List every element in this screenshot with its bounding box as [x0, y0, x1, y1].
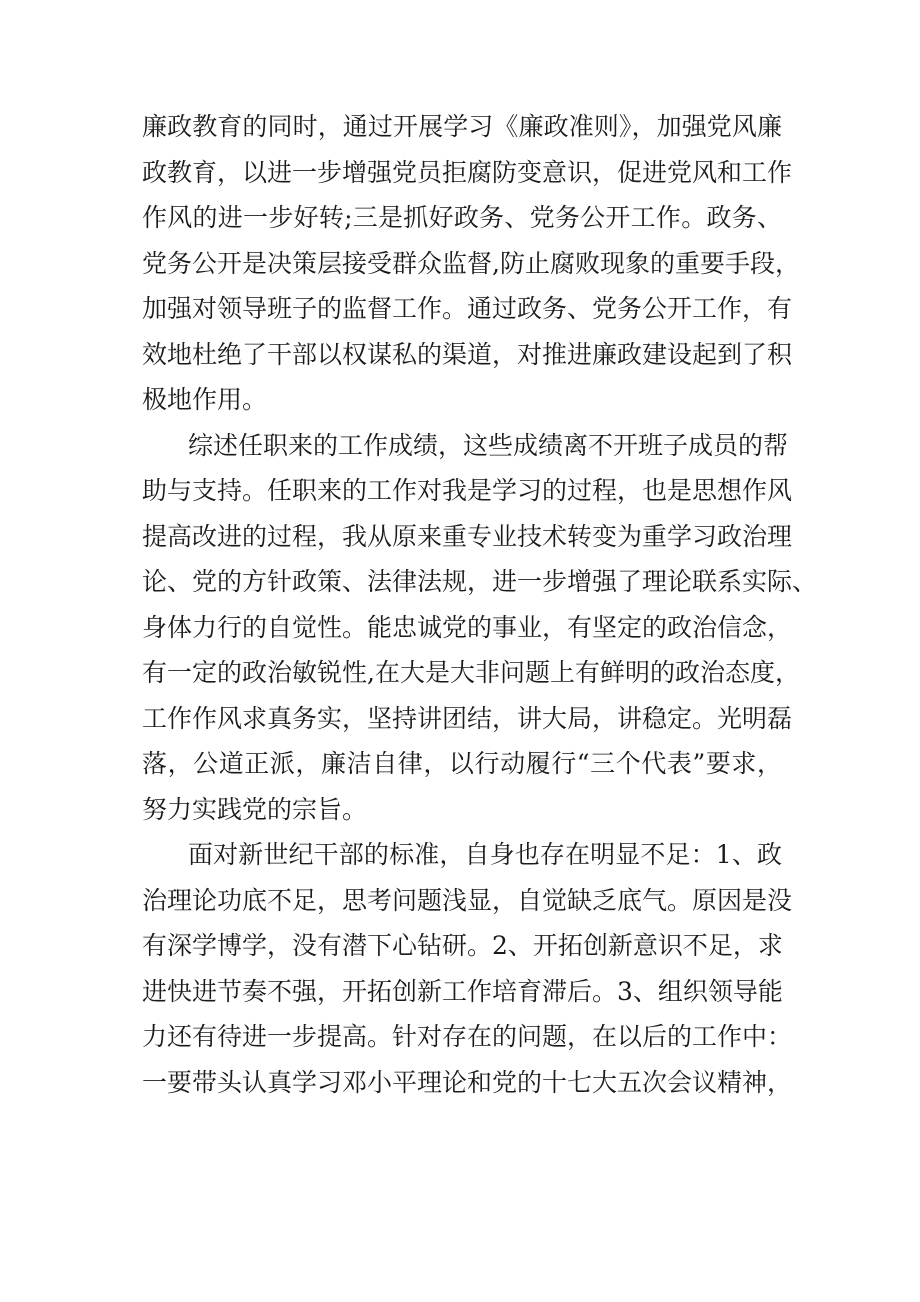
text-line: 论、党的方针政策、法律法规，进一步增强了理论联系实际、	[142, 567, 818, 596]
text-line: 有深学博学，没有潜下心钻研。2、开拓创新意识不足，求	[142, 931, 783, 960]
text-line: 落，公道正派，廉洁自律，以行动履行“三个代表”要求，	[142, 749, 782, 778]
text-line: 廉政教育的同时，通过开展学习《廉政准则》，加强党风廉	[142, 112, 782, 141]
text-line: 综述任职来的工作成绩，这些成绩离不开班子成员的帮	[188, 430, 789, 460]
text-line: 助与支持。任职来的工作对我是学习的过程，也是思想作风	[142, 476, 793, 505]
document-body	[142, 104, 818, 1105]
text-line: 有一定的政治敏锐性,在大是大非问题上有鲜明的政治态度，	[142, 658, 800, 687]
text-line: 面对新世纪干部的标准，自身也存在明显不足：1、政	[188, 840, 782, 869]
paragraph-3	[142, 832, 793, 1105]
text-line: 政教育，以进一步增强党员拒腐防变意识，促进党风和工作	[142, 157, 793, 187]
text-line: 作风的进一步好转;三是抓好政务、党务公开工作。政务、	[142, 203, 782, 232]
paragraph-2	[142, 423, 818, 833]
text-line: 进快进节奏不强，开拓创新工作培育滞后。3、组织领导能	[142, 976, 783, 1006]
text-line: 一要带头认真学习邓小平理论和党的十七大五次会议精神，	[142, 1067, 793, 1097]
text-line: 力还有待进一步提高。针对存在的问题，在以后的工作中：	[142, 1022, 793, 1051]
text-line: 身体力行的自觉性。能忠诚党的事业，有坚定的政治信念，	[142, 612, 793, 642]
text-line: 工作作风求真务实，坚持讲团结，讲大局，讲稳定。光明磊	[142, 703, 793, 733]
text-line: 治理论功底不足，思考问题浅显，自觉缺乏底气。原因是没	[142, 885, 793, 915]
text-line: 努力实践党的宗旨。	[142, 794, 368, 824]
text-line: 加强对领导班子的监督工作。通过政务、党务公开工作，有	[142, 294, 793, 323]
text-line: 极地作用。	[142, 385, 268, 414]
paragraph-1	[142, 104, 800, 423]
text-line: 提高改进的过程，我从原来重专业技术转变为重学习政治理	[142, 521, 793, 551]
text-line: 效地杜绝了干部以权谋私的渠道，对推进廉政建设起到了积	[142, 339, 793, 369]
text-line: 党务公开是决策层接受群众监督,防止腐败现象的重要手段，	[142, 248, 800, 278]
